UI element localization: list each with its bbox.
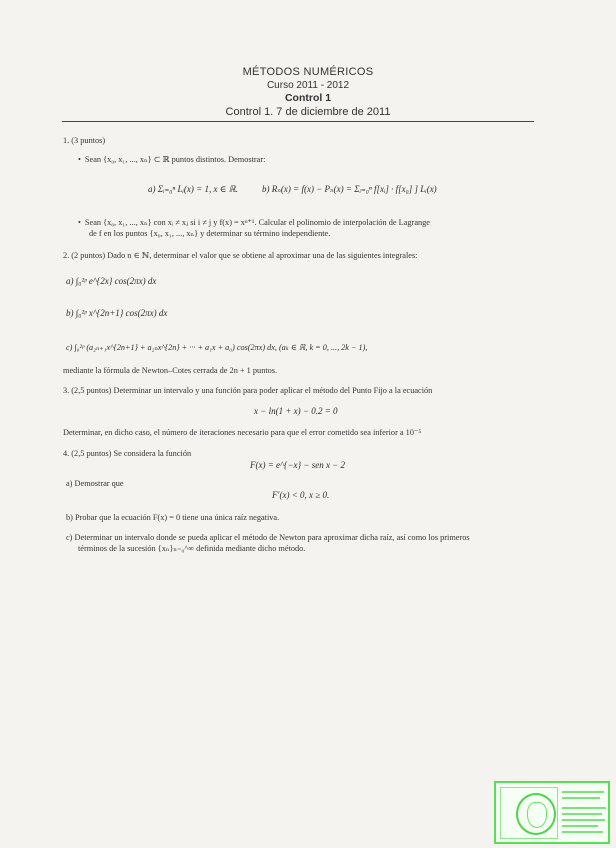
seal-icon <box>516 793 556 835</box>
university-seal-stamp-icon <box>494 781 610 844</box>
q1-label: 1. (3 puntos) <box>63 136 106 145</box>
q1-bullet-2-text: Sean {x₀, x₁, ..., xₙ} con xᵢ ≠ xⱼ si i ≠ j y f(x) = xⁿ⁺¹. Calcular el polinomio de interpolación de Lagrange <box>84 218 430 227</box>
q4-label: 4. (2,5 puntos) Se considera la función <box>63 449 192 458</box>
q2-c: c) ∫₀²ᵖ (a₂ₙ₊₁x^{2n+1} + a₂ₙx^{2n} + ··· + a₁x + a₀) cos(2πx) dx, (aₖ ∈ ℝ, k = 0, ..., 2k − 1), <box>66 343 368 352</box>
q4-c: c) Determinar un intervalo donde se pueda aplicar el método de Newton para aproximar dicha raíz, así como los primeros <box>66 533 470 542</box>
q3-equation: x − ln(1 + x) − 0.2 = 0 <box>254 406 338 416</box>
exam-date: Control 1. 7 de diciembre de 2011 <box>225 106 391 118</box>
stamp-text-line <box>562 807 606 809</box>
stamp-text-line <box>562 791 604 793</box>
q1-formula-b: b) Rₙ(x) = f(x) − Pₙ(x) = Σᵢ₌₀ⁿ f[xᵢ] · f[x₀] ] Lᵢ(x) <box>262 184 437 194</box>
q3-note: Determinar, en dicho caso, el número de iteraciones necesario para que el error cometido sea inferior a 10⁻⁵ <box>63 428 422 437</box>
course-title: MÉTODOS NUMÉRICOS <box>242 66 374 78</box>
q4-equation: F(x) = e^{−x} − sen x − 2 <box>250 460 346 470</box>
stamp-text-line <box>562 825 598 827</box>
q1-bullet-1-text: Sean {x₀, x₁, ..., xₙ} ⊂ ℝ puntos distintos. Demostrar: <box>84 155 266 164</box>
stamp-text-line <box>562 813 602 815</box>
exam-name: Control 1 <box>284 92 332 104</box>
header-divider <box>62 121 534 122</box>
q1-bullet-2 <box>78 218 430 228</box>
stamp-text-line <box>562 831 603 833</box>
stamp-text-line <box>562 797 600 799</box>
q4-a-equation: F′(x) < 0, x ≥ 0. <box>272 490 330 500</box>
q4-b: b) Probar que la ecuación F(x) = 0 tiene una única raíz negativa. <box>66 513 280 522</box>
bullet-icon: • <box>78 155 81 164</box>
course-year: Curso 2011 - 2012 <box>266 80 350 91</box>
q2-b: b) ∫₀²ᵖ x^{2n+1} cos(2πx) dx <box>66 308 168 318</box>
bullet-icon: • <box>78 218 81 227</box>
q3-label: 3. (2,5 puntos) Determinar un intervalo y una función para poder aplicar el método del Punto Fijo a la ecuación <box>63 386 433 395</box>
q1-bullet-1 <box>78 155 265 165</box>
stamp-text-line <box>562 819 605 821</box>
q1-formula-a: a) Σᵢ₌₀ⁿ Lᵢ(x) = 1, x ∈ ℝ. <box>148 184 239 194</box>
q2-note: mediante la fórmula de Newton–Cotes cerrada de 2n + 1 puntos. <box>63 366 278 375</box>
q4-a: a) Demostrar que <box>66 479 124 488</box>
q2-label: 2. (2 puntos) Dado n ∈ ℕ, determinar el valor que se obtiene al aproximar una de las siguientes integrales: <box>63 251 418 260</box>
q1-bullet-2-cont: de f en los puntos {x₀, x₁, ..., xₙ} y determinar su término independiente. <box>89 229 331 238</box>
q2-a: a) ∫₀²ᵖ e^{2x} cos(2πx) dx <box>66 276 157 286</box>
q4-c-cont: términos de la sucesión {xₙ}ₙ₌₀^∞ definida mediante dicho método. <box>78 544 306 553</box>
